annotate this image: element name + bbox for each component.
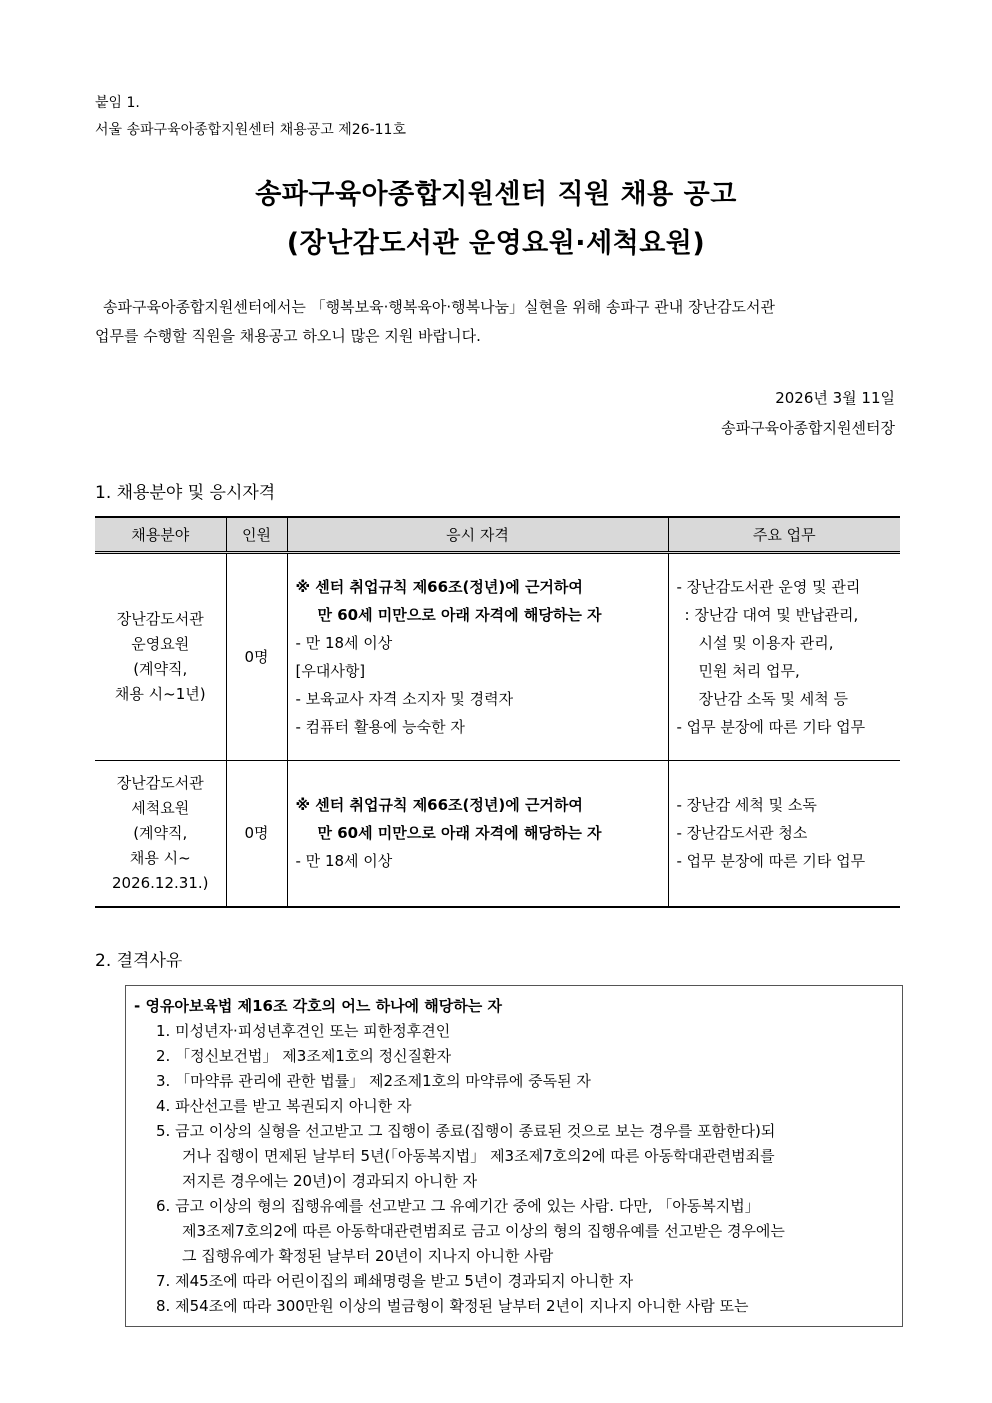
- qual-item: - 만 18세 이상: [295, 634, 393, 652]
- field-line: 운영요원: [131, 635, 190, 653]
- qual-bold-line: 만 60세 미만으로 아래 자격에 해당하는 자: [317, 606, 602, 624]
- duty-item: - 업무 분장에 따른 기타 업무: [676, 718, 866, 736]
- duty-subitem: 장난감 소독 및 세척 등: [698, 690, 848, 708]
- field-line: 채용 시~: [129, 848, 191, 867]
- header-field: 채용분야: [95, 517, 226, 553]
- list-item: 8. 제54조에 따라 300만원 이상의 벌금형이 확정된 날부터 2년이 지나지 아니한 사람 또는: [156, 1297, 749, 1315]
- list-item: 3. 「마약류 관리에 관한 법률」 제2조제1호의 마약류에 중독된 자: [156, 1072, 591, 1090]
- duty-subitem: 시설 및 이용자 관리,: [698, 634, 834, 652]
- qual-bold-line: ※ 센터 취업규칙 제66조(정년)에 근거하여: [295, 796, 583, 815]
- intro-line-1: 송파구육아종합지원센터에서는 「행복보육·행복육아·행복나눔」실현을 위해 송파구 관내 장난감도서관: [103, 298, 775, 316]
- header-qualification: 응시 자격: [287, 517, 668, 553]
- duty-subitem: 민원 처리 업무,: [698, 662, 800, 680]
- list-item: 5. 금고 이상의 실형을 선고받고 그 집행이 종료(집행이 종료된 것으로 보는 경우를 포함한다)되: [156, 1122, 776, 1140]
- count-cell: 0명: [226, 761, 287, 907]
- list-item: 1. 미성년자·피성년후견인 또는 피한정후견인: [156, 1022, 451, 1040]
- field-cell: [95, 553, 226, 761]
- list-item: 7. 제45조에 따라 어린이집의 폐쇄명령을 받고 5년이 경과되지 아니한 자: [156, 1272, 634, 1290]
- qual-item: - 보육교사 자격 소지자 및 경력자: [295, 690, 514, 708]
- duty-cell: [668, 761, 900, 907]
- page-subtitle: (장난감도서관 운영요원·세척요원): [286, 228, 706, 259]
- field-line: 장난감도서관: [116, 773, 204, 792]
- list-item: 6. 금고 이상의 형의 집행유예를 선고받고 그 유예기간 중에 있는 사람. 다만, 「아동복지법」: [156, 1197, 760, 1215]
- notice-date: 2026년 3월 11일: [775, 389, 895, 407]
- field-cell: [95, 761, 226, 907]
- disqualification-lead: - 영유아보육법 제16조 각호의 어느 하나에 해당하는 자: [134, 997, 502, 1015]
- list-item-continuation: 그 집행유예가 확정된 날부터 20년이 지나지 아니한 사람: [182, 1247, 554, 1265]
- duty-subitem: : 장난감 대여 및 반납관리,: [684, 606, 859, 624]
- header-duty: 주요 업무: [668, 517, 900, 553]
- field-line: (계약직,: [133, 660, 188, 678]
- duty-item: - 장난감도서관 청소: [676, 824, 808, 843]
- table-row: [95, 761, 900, 907]
- intro-line-2: 업무를 수행할 직원을 채용공고 하오니 많은 지원 바랍니다.: [95, 327, 481, 345]
- section1-title: 1. 채용분야 및 응시자격: [95, 483, 276, 503]
- duty-item: - 업무 분장에 따른 기타 업무: [676, 852, 866, 871]
- page-title: 송파구육아종합지원센터 직원 채용 공고: [255, 179, 737, 210]
- qual-bold-line: ※ 센터 취업규칙 제66조(정년)에 근거하여: [295, 578, 583, 596]
- notice-number: 서울 송파구육아종합지원센터 채용공고 제26-11호: [95, 122, 406, 138]
- count-cell: 0명: [226, 553, 287, 761]
- list-item-continuation: 제3조제7호의2에 따른 아동학대관련범죄로 금고 이상의 형의 집행유예를 선고받은 경우에는: [182, 1222, 785, 1240]
- field-line: 세척요원: [131, 798, 190, 817]
- table-row: [95, 553, 900, 761]
- field-line: 채용 시~1년): [114, 685, 206, 703]
- duty-item: - 장난감 세척 및 소독: [676, 796, 817, 815]
- list-item: 2. 「정신보건법」 제3조제1호의 정신질환자: [156, 1047, 452, 1065]
- field-line: 장난감도서관: [116, 610, 204, 628]
- list-item: 4. 파산선고를 받고 복권되지 아니한 자: [156, 1097, 412, 1115]
- field-line: (계약직,: [133, 823, 188, 842]
- qual-bold-line: 만 60세 미만으로 아래 자격에 해당하는 자: [317, 824, 602, 843]
- qualification-cell: [287, 553, 668, 761]
- duty-cell: [668, 553, 900, 761]
- recruitment-table: [95, 516, 900, 908]
- disqualification-box: [125, 985, 903, 1327]
- attachment-label: 붙임 1.: [95, 95, 140, 111]
- qual-item: - 만 18세 이상: [295, 852, 393, 871]
- header-count: 인원: [226, 517, 287, 553]
- qualification-cell: [287, 761, 668, 907]
- field-line: 2026.12.31.): [111, 873, 209, 892]
- qual-item: [우대사항]: [295, 662, 366, 680]
- section2-title: 2. 결격사유: [95, 951, 183, 971]
- list-item-continuation: 거나 집행이 면제된 날부터 5년(「아동복지법」 제3조제7호의2에 따른 아동학대관련범죄를: [182, 1147, 775, 1165]
- list-item-continuation: 저지른 경우에는 20년)이 경과되지 아니한 자: [182, 1172, 478, 1190]
- issuer: 송파구육아종합지원센터장: [721, 419, 895, 437]
- table-header-row: [95, 517, 900, 553]
- qual-item: - 컴퓨터 활용에 능숙한 자: [295, 718, 465, 736]
- duty-item: - 장난감도서관 운영 및 관리: [676, 578, 861, 596]
